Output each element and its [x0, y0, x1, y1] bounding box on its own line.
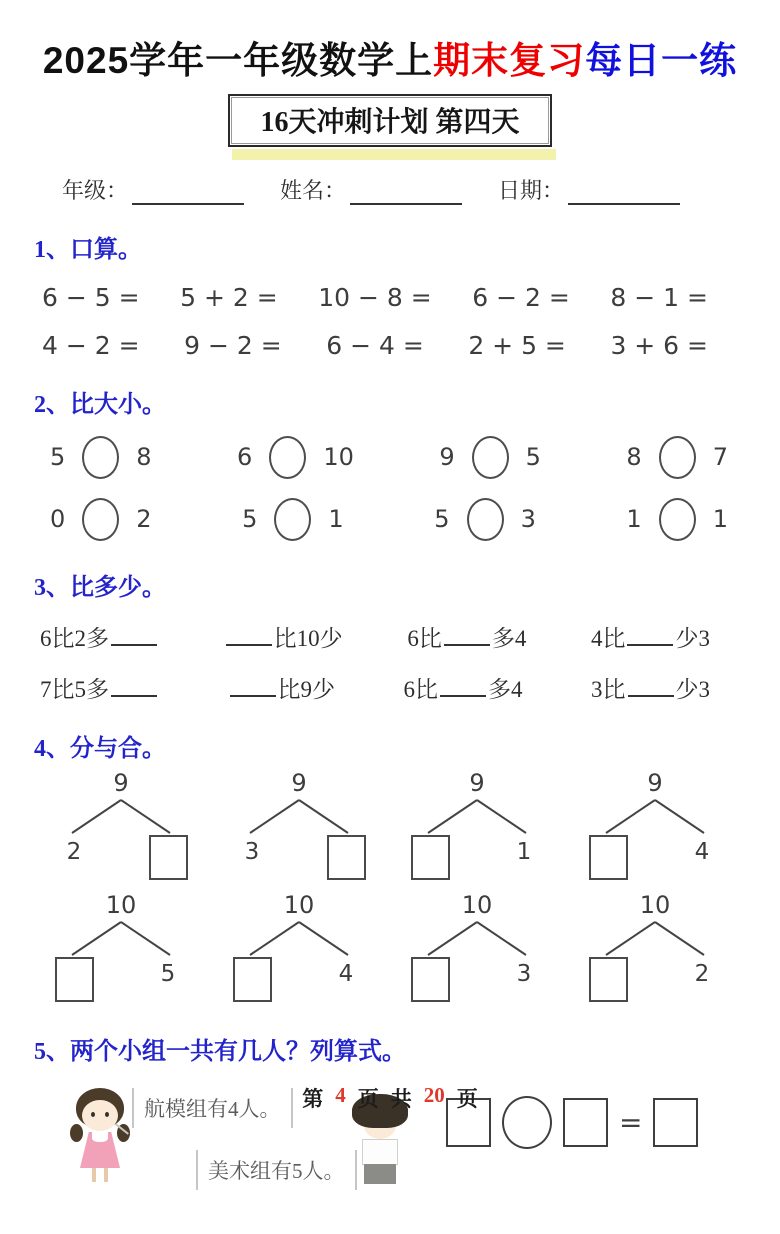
bond-answer-box[interactable]: [233, 957, 272, 1002]
title-part-red: 期末复习: [433, 40, 586, 81]
bond-lines: [402, 797, 552, 835]
answer-blank[interactable]: [226, 631, 272, 646]
bond-right-slot: [318, 957, 374, 987]
howmany-row-2: [0, 670, 780, 704]
item-text: 比10少: [273, 626, 343, 651]
comparison-answer-circle[interactable]: [82, 436, 119, 479]
compare-left-number: 1: [626, 505, 642, 533]
answer-blank[interactable]: [440, 682, 486, 697]
name-input-line[interactable]: [350, 185, 462, 205]
compare-left-number: 0: [50, 505, 66, 533]
item-text: 6比: [407, 626, 442, 651]
howmany-item: [404, 671, 523, 704]
bond-lines: [46, 919, 196, 957]
bond-slots: [224, 957, 374, 1007]
bond-part-number: 4: [338, 961, 354, 987]
answer-blank[interactable]: [444, 631, 490, 646]
comparison-answer-circle[interactable]: [274, 498, 311, 541]
howmany-item: [224, 620, 343, 653]
compare-item: [434, 498, 536, 541]
name-label: 姓名：: [280, 178, 347, 203]
bond-row-2: [0, 891, 780, 1007]
bond-answer-box[interactable]: [327, 835, 366, 880]
item-text: 少3: [675, 626, 710, 651]
bond-total: 9: [291, 769, 307, 797]
footer-page-number: 4: [335, 1083, 346, 1107]
number-bond: [46, 769, 196, 885]
boy-speech-bubble: 美术组有5人。: [196, 1150, 357, 1190]
item-text: 6比: [403, 677, 438, 702]
math-problem: 2 + 5 =: [468, 331, 566, 360]
bond-lines: [224, 797, 374, 835]
compare-right-number: 5: [525, 443, 541, 471]
bond-part-number: 1: [516, 839, 532, 865]
compare-left-number: 8: [626, 443, 642, 471]
item-text: 少3: [675, 677, 710, 702]
bond-lines: [224, 919, 374, 957]
compare-item: [439, 436, 541, 479]
page-footer: [0, 1083, 780, 1113]
bond-answer-box[interactable]: [149, 835, 188, 880]
equals-sign: =: [619, 1106, 643, 1139]
compare-right-number: 7: [712, 443, 728, 471]
item-text: 6比2多: [40, 626, 109, 651]
comparison-answer-circle[interactable]: [472, 436, 509, 479]
compare-left-number: 5: [242, 505, 258, 533]
item-text: 多4: [488, 677, 523, 702]
bond-right-slot: [496, 957, 552, 987]
number-bond: [224, 769, 374, 885]
oral-calc-row-1: [0, 283, 780, 312]
compare-item: [242, 498, 344, 541]
howmany-item: [228, 671, 336, 704]
bond-slots: [580, 835, 730, 885]
bond-left-slot: [580, 835, 636, 880]
compare-left-number: 6: [237, 443, 253, 471]
bond-left-slot: [224, 957, 280, 1002]
howmany-item: [40, 671, 159, 704]
bond-slots: [224, 835, 374, 885]
comparison-answer-circle[interactable]: [82, 498, 119, 541]
footer-text: 共: [390, 1087, 412, 1111]
compare-item: [50, 498, 152, 541]
bond-part-number: 5: [160, 961, 176, 987]
title-part-blue: 每日一练: [585, 40, 738, 81]
bond-part-number: 3: [244, 839, 260, 865]
compare-right-number: 8: [136, 443, 152, 471]
bond-slots: [402, 957, 552, 1007]
math-problem: 4 − 2 =: [42, 331, 140, 360]
compare-right-number: 2: [136, 505, 152, 533]
date-input-line[interactable]: [568, 185, 680, 205]
number-bond: [580, 769, 730, 885]
bond-lines: [46, 797, 196, 835]
bond-lines: [580, 919, 730, 957]
grade-field: [62, 174, 244, 205]
section1-heading: 1、口算。: [34, 237, 142, 263]
howmany-item: [591, 620, 710, 653]
bond-part-number: 2: [66, 839, 82, 865]
bond-total: 10: [105, 891, 137, 919]
subtitle-box: 16天冲刺计划 第四天: [228, 94, 551, 147]
bond-answer-box[interactable]: [55, 957, 94, 1002]
bond-part-number: 3: [516, 961, 532, 987]
math-problem: 3 + 6 =: [610, 331, 708, 360]
math-problem: 5 + 2 =: [180, 283, 278, 312]
grade-label: 年级：: [62, 178, 129, 203]
footer-text: 页: [456, 1087, 478, 1111]
comparison-answer-circle[interactable]: [659, 498, 696, 541]
comparison-answer-circle[interactable]: [659, 436, 696, 479]
compare-item: [626, 498, 728, 541]
math-problem: 9 − 2 =: [184, 331, 282, 360]
compare-item: [626, 436, 728, 479]
math-problem: 6 − 5 =: [42, 283, 140, 312]
section2-heading: 2、比大小。: [34, 392, 166, 418]
number-bond: [224, 891, 374, 1007]
bond-left-slot: [224, 835, 280, 865]
item-text: 比9少: [277, 677, 335, 702]
bond-left-slot: [402, 957, 458, 1002]
date-label: 日期：: [498, 178, 565, 203]
bond-right-slot: [318, 835, 374, 880]
compare-item: [50, 436, 152, 479]
bond-right-slot: [140, 835, 196, 880]
name-field: [280, 174, 462, 205]
section4-heading: 4、分与合。: [34, 736, 166, 762]
bond-left-slot: [46, 835, 102, 865]
bond-left-slot: [402, 835, 458, 880]
howmany-item: [591, 671, 710, 704]
bond-lines: [580, 797, 730, 835]
bond-answer-box[interactable]: [589, 835, 628, 880]
item-text: 多4: [491, 626, 527, 651]
bond-part-number: 4: [694, 839, 710, 865]
compare-right-number: 1: [712, 505, 728, 533]
comparison-answer-circle[interactable]: [269, 436, 306, 479]
worksheet-page: [0, 30, 780, 1183]
girl-speech-bubble: 航模组有4人。: [132, 1088, 293, 1128]
bond-total: 10: [283, 891, 315, 919]
footer-text: 第: [302, 1087, 324, 1111]
bond-total: 9: [647, 769, 663, 797]
footer-text: 页: [357, 1087, 379, 1111]
howmany-item: [407, 620, 526, 653]
bond-row-1: [0, 769, 780, 885]
bond-lines: [402, 919, 552, 957]
section3-heading: 3、比多少。: [34, 575, 166, 601]
grade-input-line[interactable]: [132, 185, 244, 205]
math-problem: 8 − 1 =: [610, 283, 708, 312]
section5-heading: 5、两个小组一共有几人？列算式。: [34, 1039, 406, 1065]
answer-blank[interactable]: [628, 682, 674, 697]
bond-slots: [46, 957, 196, 1007]
compare-row-2: [0, 495, 780, 543]
comparison-answer-circle[interactable]: [467, 498, 504, 541]
number-bond: [402, 769, 552, 885]
bond-slots: [402, 835, 552, 885]
math-problem: 6 − 2 =: [472, 283, 570, 312]
oral-calc-row-2: [0, 331, 780, 360]
compare-right-number: 3: [520, 505, 536, 533]
answer-blank[interactable]: [111, 682, 157, 697]
footer-total-pages: 20: [423, 1083, 445, 1107]
compare-item: [237, 436, 354, 479]
howmany-row-1: [0, 619, 780, 653]
bond-total: 9: [469, 769, 485, 797]
answer-blank[interactable]: [627, 631, 673, 646]
bond-total: 9: [113, 769, 129, 797]
subtitle-row: [0, 94, 780, 147]
bond-right-slot: [674, 957, 730, 987]
compare-left-number: 5: [434, 505, 450, 533]
bond-right-slot: [140, 957, 196, 987]
math-problem: 10 − 8 =: [318, 283, 432, 312]
bond-answer-box[interactable]: [589, 957, 628, 1002]
item-text: 4比: [590, 626, 626, 651]
bond-part-number: 2: [694, 961, 710, 987]
compare-right-number: 10: [323, 443, 354, 471]
compare-right-number: 1: [328, 505, 344, 533]
bond-slots: [580, 957, 730, 1007]
bond-right-slot: [674, 835, 730, 865]
item-text: 3比: [591, 677, 626, 702]
date-field: [498, 174, 680, 205]
compare-left-number: 9: [439, 443, 455, 471]
title-part-black: 2025学年一年级数学上: [42, 40, 434, 81]
bond-right-slot: [496, 835, 552, 865]
compare-row-1: [0, 433, 780, 481]
bond-answer-box[interactable]: [411, 957, 450, 1002]
number-bond: [46, 891, 196, 1007]
math-problem: 6 − 4 =: [326, 331, 424, 360]
info-row: [62, 174, 780, 205]
number-bond: [402, 891, 552, 1007]
bond-slots: [46, 835, 196, 885]
answer-blank[interactable]: [230, 682, 276, 697]
bond-left-slot: [46, 957, 102, 1002]
compare-left-number: 5: [50, 443, 66, 471]
bond-total: 10: [639, 891, 671, 919]
bond-left-slot: [580, 957, 636, 1002]
page-title: [0, 30, 780, 84]
howmany-item: [40, 620, 159, 653]
bond-total: 10: [461, 891, 493, 919]
answer-blank[interactable]: [111, 631, 157, 646]
number-bond: [580, 891, 730, 1007]
item-text: 7比5多: [40, 677, 109, 702]
bond-answer-box[interactable]: [411, 835, 450, 880]
